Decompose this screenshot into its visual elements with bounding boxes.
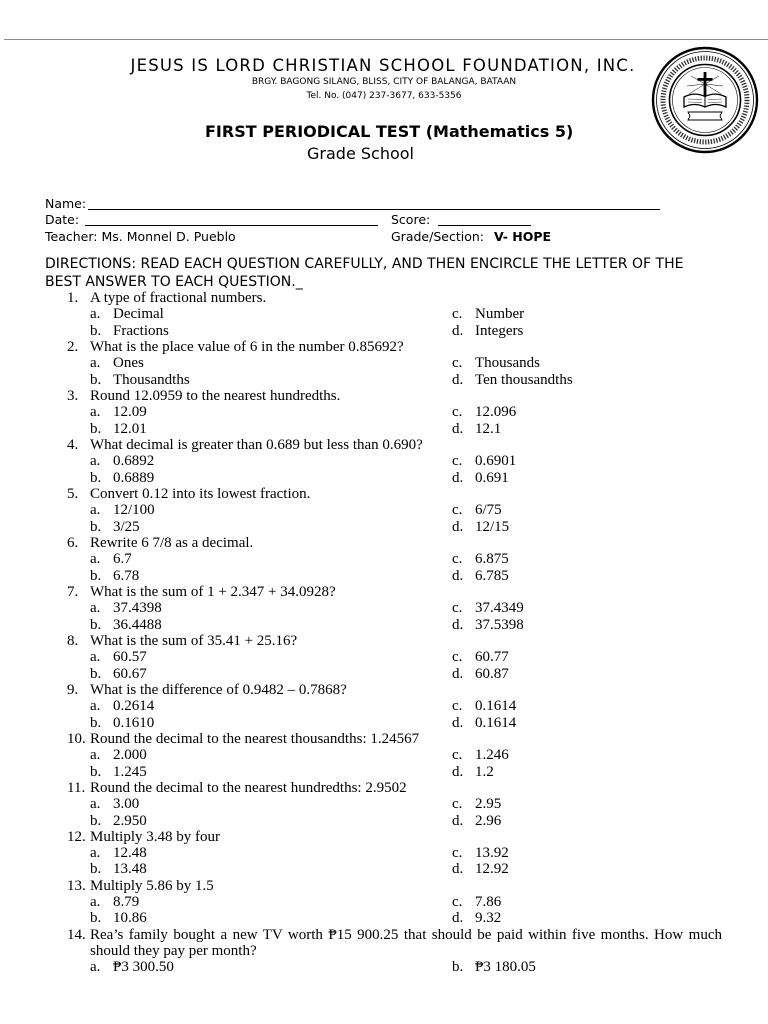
question-stem [67, 682, 768, 698]
answer-option-b [90, 372, 190, 388]
question-number: 9. [67, 681, 79, 698]
option-row [0, 894, 768, 910]
option-letter: b. [90, 812, 102, 829]
answer-option-d [452, 910, 501, 926]
question-stem [67, 878, 768, 894]
option-row [0, 910, 768, 926]
answer-option-b [90, 470, 154, 486]
answer-option-a [90, 796, 139, 812]
option-letter: b. [90, 910, 102, 927]
answer-option-c [452, 796, 501, 812]
directions: DIRECTIONS: READ EACH QUESTION CAREFULLY, AND THEN ENCIRCLE THE LETTER OF THE BEST ANSWER TO EACH QUESTION._ [45, 256, 684, 290]
section-value: V- HOPE [493, 229, 552, 244]
answer-option-b [90, 715, 154, 731]
option-text: 12.09 [113, 404, 147, 421]
question-text: What is the place value of 6 in the number 0.85692? [90, 338, 404, 355]
option-letter: c. [452, 894, 463, 911]
school-telephone: Tel. No. (047) 237-3677, 633-5356 [306, 91, 462, 101]
option-letter: d. [452, 518, 464, 535]
option-letter: c. [452, 698, 463, 715]
option-text: 12.096 [475, 404, 517, 421]
option-row [0, 715, 768, 731]
answer-option-b [90, 813, 147, 829]
option-letter: a. [90, 404, 101, 421]
question-stem [67, 829, 768, 845]
answer-option-d [452, 715, 516, 731]
option-letter: b. [90, 371, 102, 388]
question-stem [67, 780, 768, 796]
option-letter: c. [452, 502, 463, 519]
option-text: 7.86 [475, 894, 502, 911]
question-item [0, 437, 768, 486]
question-text: Rewrite 6 7/8 as a decimal. [90, 534, 254, 551]
question-number: 1. [67, 290, 79, 306]
option-text: 12.01 [113, 420, 147, 437]
question-text: Round the decimal to the nearest hundredths: 2.9502 [90, 779, 407, 796]
question-item [0, 584, 768, 633]
answer-option-a [90, 894, 139, 910]
option-text: Integers [475, 322, 524, 339]
option-letter: b. [90, 616, 102, 633]
question-stem [67, 927, 768, 960]
question-list [0, 290, 768, 976]
answer-option-d [452, 519, 509, 535]
option-text: 12.92 [475, 861, 509, 878]
option-letter: a. [90, 600, 101, 617]
question-text: What is the difference of 0.9482 – 0.7868? [90, 681, 347, 698]
answer-option-c [452, 502, 502, 518]
answer-option-b [90, 666, 147, 682]
option-text: 12.1 [475, 420, 502, 437]
option-letter: d. [452, 665, 464, 682]
date-blank-line [85, 225, 378, 226]
answer-option-a [90, 355, 144, 371]
option-text: Thousands [475, 355, 540, 372]
answer-option-d [452, 861, 509, 877]
option-text: 2.000 [113, 747, 147, 764]
option-text: Number [475, 306, 525, 323]
answer-option-c [452, 453, 516, 469]
option-text: ₱3 300.50 [113, 959, 174, 976]
option-letter: b. [90, 469, 102, 486]
option-letter: a. [90, 355, 101, 372]
answer-option-d [452, 666, 509, 682]
option-letter: a. [90, 747, 101, 764]
question-number: 10. [67, 730, 86, 747]
option-text: 6.875 [475, 551, 509, 568]
option-text: 0.6889 [113, 469, 155, 486]
question-item [0, 780, 768, 829]
option-letter: c. [452, 355, 463, 372]
option-text: 12/100 [113, 502, 155, 519]
option-letter: a. [90, 551, 101, 568]
option-text: Ones [113, 355, 144, 372]
question-item [0, 927, 768, 976]
option-letter: a. [90, 453, 101, 470]
question-text: Multiply 3.48 by four [90, 828, 220, 845]
answer-option-b [90, 568, 139, 584]
answer-option-d [452, 813, 501, 829]
question-number: 4. [67, 436, 79, 453]
option-text: 3/25 [113, 518, 140, 535]
option-letter: d. [452, 812, 464, 829]
question-text: Rea’s family bought a new TV worth ₱15 900.25 that should be paid within five months. How much should they pay per month? [90, 926, 722, 960]
question-stem [67, 731, 768, 747]
option-letter: c. [452, 306, 463, 323]
answer-option-d [452, 568, 509, 584]
answer-option-a [90, 306, 164, 322]
option-letter: d. [452, 469, 464, 486]
option-text: 1.2 [475, 763, 494, 780]
option-row [0, 845, 768, 861]
question-item [0, 486, 768, 535]
option-row [0, 404, 768, 420]
option-letter: c. [452, 649, 463, 666]
option-row [0, 551, 768, 567]
option-letter: a. [90, 796, 101, 813]
answer-option-a [90, 698, 154, 714]
option-row [0, 306, 768, 322]
question-number: 11. [67, 779, 86, 796]
question-text: Round 12.0959 to the nearest hundredths. [90, 387, 341, 404]
answer-option-c [452, 747, 509, 763]
option-text: 13.92 [475, 845, 509, 862]
option-letter: b. [90, 714, 102, 731]
question-stem [67, 339, 768, 355]
option-text: ₱3 180.05 [475, 959, 536, 976]
answer-option-c [452, 355, 540, 371]
question-text: Round the decimal to the nearest thousandths: 1.24567 [90, 730, 420, 747]
top-rule [4, 39, 768, 40]
option-text: 12.48 [113, 845, 147, 862]
option-row [0, 568, 768, 584]
question-number: 14. [67, 926, 86, 943]
option-text: 1.245 [113, 763, 147, 780]
option-text: Fractions [113, 322, 169, 339]
option-row [0, 600, 768, 616]
question-text: What is the sum of 1 + 2.347 + 34.0928? [90, 583, 336, 600]
option-letter: b. [90, 861, 102, 878]
name-blank-line [88, 209, 660, 210]
option-letter: d. [452, 714, 464, 731]
answer-option-c [452, 649, 509, 665]
score-label: Score: [391, 212, 431, 227]
question-number: 12. [67, 828, 86, 845]
answer-option-a [90, 502, 155, 518]
option-letter: d. [452, 420, 464, 437]
option-text: 60.57 [113, 649, 147, 666]
option-text: 0.1614 [475, 698, 517, 715]
option-text: 6/75 [475, 502, 502, 519]
teacher-field [45, 229, 236, 245]
question-number: 8. [67, 632, 79, 649]
option-letter: c. [452, 404, 463, 421]
answer-option-d [452, 764, 494, 780]
school-seal-icon [651, 46, 759, 154]
question-stem [67, 535, 768, 551]
option-row [0, 453, 768, 469]
answer-option-a [90, 649, 147, 665]
name-label: Name: [45, 196, 87, 211]
question-item [0, 290, 768, 339]
option-row [0, 764, 768, 780]
question-item [0, 731, 768, 780]
answer-option-c [452, 894, 501, 910]
option-text: 3.00 [113, 796, 140, 813]
option-text: 37.5398 [475, 616, 524, 633]
option-row [0, 747, 768, 763]
option-text: 6.785 [475, 567, 509, 584]
option-text: 0.691 [475, 469, 509, 486]
option-text: 2.96 [475, 812, 502, 829]
answer-option-d [452, 372, 573, 388]
option-letter: b. [90, 518, 102, 535]
option-text: 12/15 [475, 518, 510, 535]
option-letter: a. [90, 649, 101, 666]
option-row [0, 861, 768, 877]
option-text: 10.86 [113, 910, 147, 927]
answer-option-a [90, 551, 132, 567]
section-field [391, 229, 551, 245]
answer-option-b [90, 519, 140, 535]
option-letter: b. [452, 959, 464, 976]
test-subtitle: Grade School [307, 144, 414, 163]
question-item [0, 339, 768, 388]
option-text: 6.7 [113, 551, 132, 568]
answer-option-c [452, 306, 524, 322]
option-text: 60.87 [475, 665, 509, 682]
answer-option-b [90, 617, 162, 633]
option-row [0, 421, 768, 437]
question-number: 3. [67, 387, 79, 404]
answer-option-a [90, 404, 147, 420]
answer-option-b [90, 764, 147, 780]
option-row [0, 372, 768, 388]
school-name: JESUS IS LORD CHRISTIAN SCHOOL FOUNDATION, INC. [130, 56, 636, 75]
question-item [0, 535, 768, 584]
question-stem [67, 633, 768, 649]
option-row [0, 959, 768, 975]
question-item [0, 878, 768, 927]
teacher-label: Teacher: [45, 229, 98, 244]
answer-option-c [452, 698, 516, 714]
answer-option-a [90, 845, 147, 861]
option-letter: d. [452, 371, 464, 388]
section-label: Grade/Section: [391, 229, 484, 244]
option-letter: b. [90, 420, 102, 437]
option-text: 37.4349 [475, 600, 524, 617]
question-item [0, 682, 768, 731]
question-stem [67, 388, 768, 404]
option-text: 1.246 [475, 747, 509, 764]
option-row [0, 796, 768, 812]
option-letter: b. [90, 763, 102, 780]
answer-option-a [90, 747, 147, 763]
option-row [0, 617, 768, 633]
option-text: 60.77 [475, 649, 509, 666]
option-row [0, 649, 768, 665]
answer-option-d [452, 421, 501, 437]
question-number: 13. [67, 877, 86, 894]
option-letter: a. [90, 502, 101, 519]
option-text: 8.79 [113, 894, 140, 911]
option-letter: d. [452, 763, 464, 780]
option-letter: d. [452, 861, 464, 878]
option-letter: a. [90, 845, 101, 862]
option-letter: b. [90, 665, 102, 682]
option-letter: c. [452, 600, 463, 617]
option-text: 36.4488 [113, 616, 162, 633]
option-text: 0.2614 [113, 698, 155, 715]
option-letter: c. [452, 551, 463, 568]
option-letter: c. [452, 747, 463, 764]
option-letter: c. [452, 453, 463, 470]
option-letter: d. [452, 616, 464, 633]
option-row [0, 470, 768, 486]
option-text: 2.95 [475, 796, 502, 813]
question-text: Multiply 5.86 by 1.5 [90, 877, 214, 894]
option-letter: c. [452, 796, 463, 813]
question-stem [67, 486, 768, 502]
option-row [0, 519, 768, 535]
option-text: 0.6901 [475, 453, 517, 470]
option-text: Ten thousandths [475, 371, 573, 388]
answer-option-d [452, 323, 523, 339]
date-label: Date: [45, 212, 80, 227]
question-text: A type of fractional numbers. [90, 290, 267, 306]
question-item [0, 388, 768, 437]
question-number: 7. [67, 583, 79, 600]
option-row [0, 502, 768, 518]
question-stem [67, 584, 768, 600]
answer-option-d [452, 617, 524, 633]
test-title: FIRST PERIODICAL TEST (Mathematics 5) [205, 122, 574, 141]
question-stem [67, 437, 768, 453]
answer-option-a [90, 600, 162, 616]
option-letter: a. [90, 959, 101, 976]
option-text: 6.78 [113, 567, 140, 584]
answer-option-b [90, 421, 147, 437]
option-letter: b. [90, 567, 102, 584]
question-number: 2. [67, 338, 79, 355]
option-letter: d. [452, 910, 464, 927]
option-letter: a. [90, 894, 101, 911]
option-text: 0.1614 [475, 714, 517, 731]
option-row [0, 813, 768, 829]
option-letter: a. [90, 306, 101, 323]
option-text: Thousandths [113, 371, 190, 388]
question-text: What decimal is greater than 0.689 but less than 0.690? [90, 436, 423, 453]
score-blank-line [438, 225, 531, 226]
option-row [0, 666, 768, 682]
question-text: What is the sum of 35.41 + 25.16? [90, 632, 298, 649]
school-address: BRGY. BAGONG SILANG, BLISS, CITY OF BALANGA, BATAAN [251, 77, 517, 87]
question-number: 5. [67, 485, 79, 502]
answer-option-c [452, 845, 509, 861]
option-row [0, 355, 768, 371]
answer-option-c [452, 600, 524, 616]
answer-option-c [452, 551, 509, 567]
answer-option-b [90, 861, 147, 877]
question-item [0, 829, 768, 878]
option-row [0, 323, 768, 339]
option-letter: c. [452, 845, 463, 862]
teacher-name: Ms. Monnel D. Pueblo [101, 229, 236, 244]
question-number: 6. [67, 534, 79, 551]
option-letter: a. [90, 698, 101, 715]
option-text: Decimal [113, 306, 164, 323]
option-text: 0.6892 [113, 453, 155, 470]
option-text: 0.1610 [113, 714, 155, 731]
question-item [0, 633, 768, 682]
answer-option-b [90, 910, 147, 926]
option-letter: b. [90, 322, 102, 339]
option-letter: d. [452, 322, 464, 339]
question-text: Convert 0.12 into its lowest fraction. [90, 485, 311, 502]
option-letter: d. [452, 567, 464, 584]
answer-option-b [90, 323, 169, 339]
answer-option-b [452, 959, 536, 975]
option-text: 60.67 [113, 665, 147, 682]
option-text: 37.4398 [113, 600, 162, 617]
answer-option-d [452, 470, 509, 486]
option-text: 13.48 [113, 861, 147, 878]
option-text: 9.32 [475, 910, 502, 927]
answer-option-a [90, 453, 154, 469]
option-row [0, 698, 768, 714]
answer-option-a [90, 959, 174, 975]
question-stem [67, 290, 768, 306]
option-text: 2.950 [113, 812, 147, 829]
answer-option-c [452, 404, 516, 420]
